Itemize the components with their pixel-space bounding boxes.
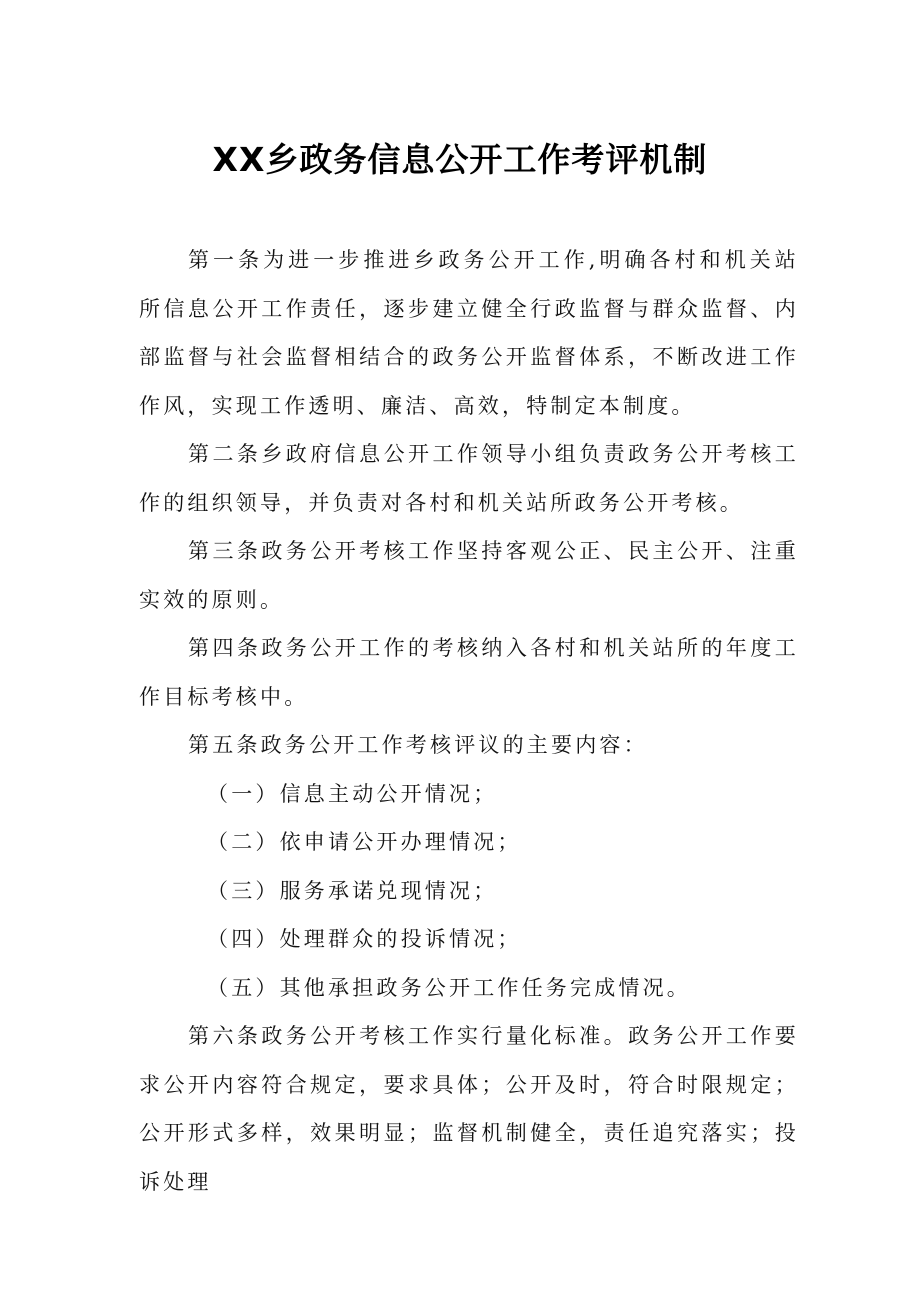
- article-4-paragraph: 第四条政务公开工作的考核纳入各村和机关站所的年度工作目标考核中。: [139, 636, 799, 709]
- document-body: [139, 236, 799, 1206]
- list-item-3: （三）服务承诺兑现情况；: [207, 878, 498, 903]
- article-2-paragraph: 第二条乡政府信息公开工作领导小组负责政务公开考核工作的组织领导，并负责对各村和机关站所政务公开考核。: [139, 442, 799, 515]
- document-title: XX乡政务信息公开工作考评机制: [212, 140, 708, 179]
- article-6-paragraph: 第六条政务公开考核工作实行量化标准。政务公开工作要求公开内容符合规定，要求具体；公开及时，符合时限规定；公开形式多样，效果明显；监督机制健全，责任追究落实；投诉处理: [139, 1024, 799, 1194]
- article-3-paragraph: 第三条政务公开考核工作坚持客观公正、民主公开、注重实效的原则。: [139, 539, 799, 612]
- article-1-paragraph: 第一条为进一步推进乡政务公开工作,明确各村和机关站所信息公开工作责任，逐步建立健全行政监督与群众监督、内部监督与社会监督相结合的政务公开监督体系，不断改进工作作风，实现工作透明、廉洁、高效，特制定本制度。: [139, 248, 799, 418]
- article-5-paragraph: 第五条政务公开工作考核评议的主要内容：: [188, 733, 648, 757]
- list-item-1: （一）信息主动公开情况；: [207, 781, 498, 806]
- list-item-4: （四）处理群众的投诉情况；: [207, 927, 522, 951]
- list-item-5: （五）其他承担政务公开工作任务完成情况。: [207, 975, 691, 1000]
- list-item-2: （二）依申请公开办理情况；: [207, 830, 522, 854]
